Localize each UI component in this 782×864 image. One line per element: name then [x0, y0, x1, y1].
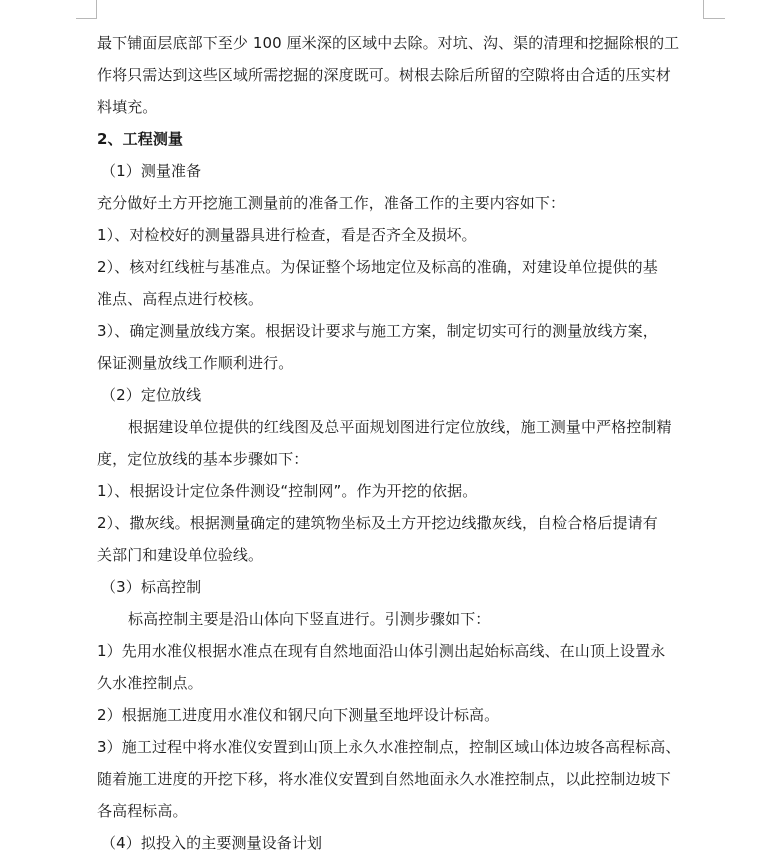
list-item-continuation: 随着施工进度的开挖下移，将水准仪安置到自然地面永久水准控制点，以此控制边坡下 [97, 770, 671, 788]
crop-mark-right-horizontal [703, 18, 725, 19]
list-item: 1）、根据设计定位条件测设“控制网”。作为开挖的依据。 [97, 482, 478, 500]
paragraph-line: 作将只需达到这些区域所需挖掘的深度既可。树根去除后所留的空隙将由合适的压实材 [97, 66, 671, 84]
paragraph-line: 度，定位放线的基本步骤如下： [97, 450, 309, 468]
paragraph-line: 根据建设单位提供的红线图及总平面规划图进行定位放线，施工测量中严格控制精 [128, 418, 672, 436]
list-item: 3）施工过程中将水准仪安置到山顶上永久水准控制点，控制区域山体边坡各高程标高、 [97, 738, 681, 756]
list-item-continuation: 准点、高程点进行校核。 [97, 290, 264, 308]
document-body [97, 27, 705, 859]
list-item: 1）先用水准仪根据水准点在现有自然地面沿山体引测出起始标高线、在山顶上设置永 [97, 642, 666, 660]
list-item: 2）、核对红线桩与基准点。为保证整个场地定位及标高的准确，对建设单位提供的基 [97, 258, 658, 276]
subsection-heading: （1）测量准备 [101, 162, 202, 180]
subsection-heading: （3）标高控制 [101, 578, 202, 596]
subsection-heading: （2）定位放线 [101, 386, 202, 404]
list-item-continuation: 关部门和建设单位验线。 [97, 546, 264, 564]
crop-mark-left-horizontal [76, 18, 97, 19]
list-item: 3）、确定测量放线方案。根据设计要求与施工方案，制定切实可行的测量放线方案， [97, 322, 658, 340]
paragraph-line: 充分做好土方开挖施工测量前的准备工作，准备工作的主要内容如下： [97, 194, 566, 212]
section-heading: 2、工程测量 [97, 130, 184, 148]
list-item-continuation: 保证测量放线工作顺利进行。 [97, 354, 294, 372]
list-item: 2）根据施工进度用水准仪和钢尺向下测量至地坪设计标高。 [97, 706, 500, 724]
list-item: 2）、撒灰线。根据测量确定的建筑物坐标及土方开挖边线撒灰线，自检合格后提请有 [97, 514, 658, 532]
crop-mark-right-vertical [703, 0, 704, 18]
paragraph-line: 料填充。 [97, 98, 158, 116]
crop-mark-left-vertical [96, 0, 97, 18]
paragraph-line: 最下铺面层底部下至少 100 厘米深的区域中去除。对坑、沟、渠的清理和挖掘除根的工 [97, 34, 680, 52]
list-item-continuation: 各高程标高。 [97, 802, 188, 820]
list-item-continuation: 久水准控制点。 [97, 674, 203, 692]
list-item: 1）、对检校好的测量器具进行检查，看是否齐全及损坏。 [97, 226, 477, 244]
paragraph-line: 标高控制主要是沿山体向下竖直进行。引测步骤如下： [128, 610, 491, 628]
subsection-heading: （4）拟投入的主要测量设备计划 [101, 834, 323, 852]
